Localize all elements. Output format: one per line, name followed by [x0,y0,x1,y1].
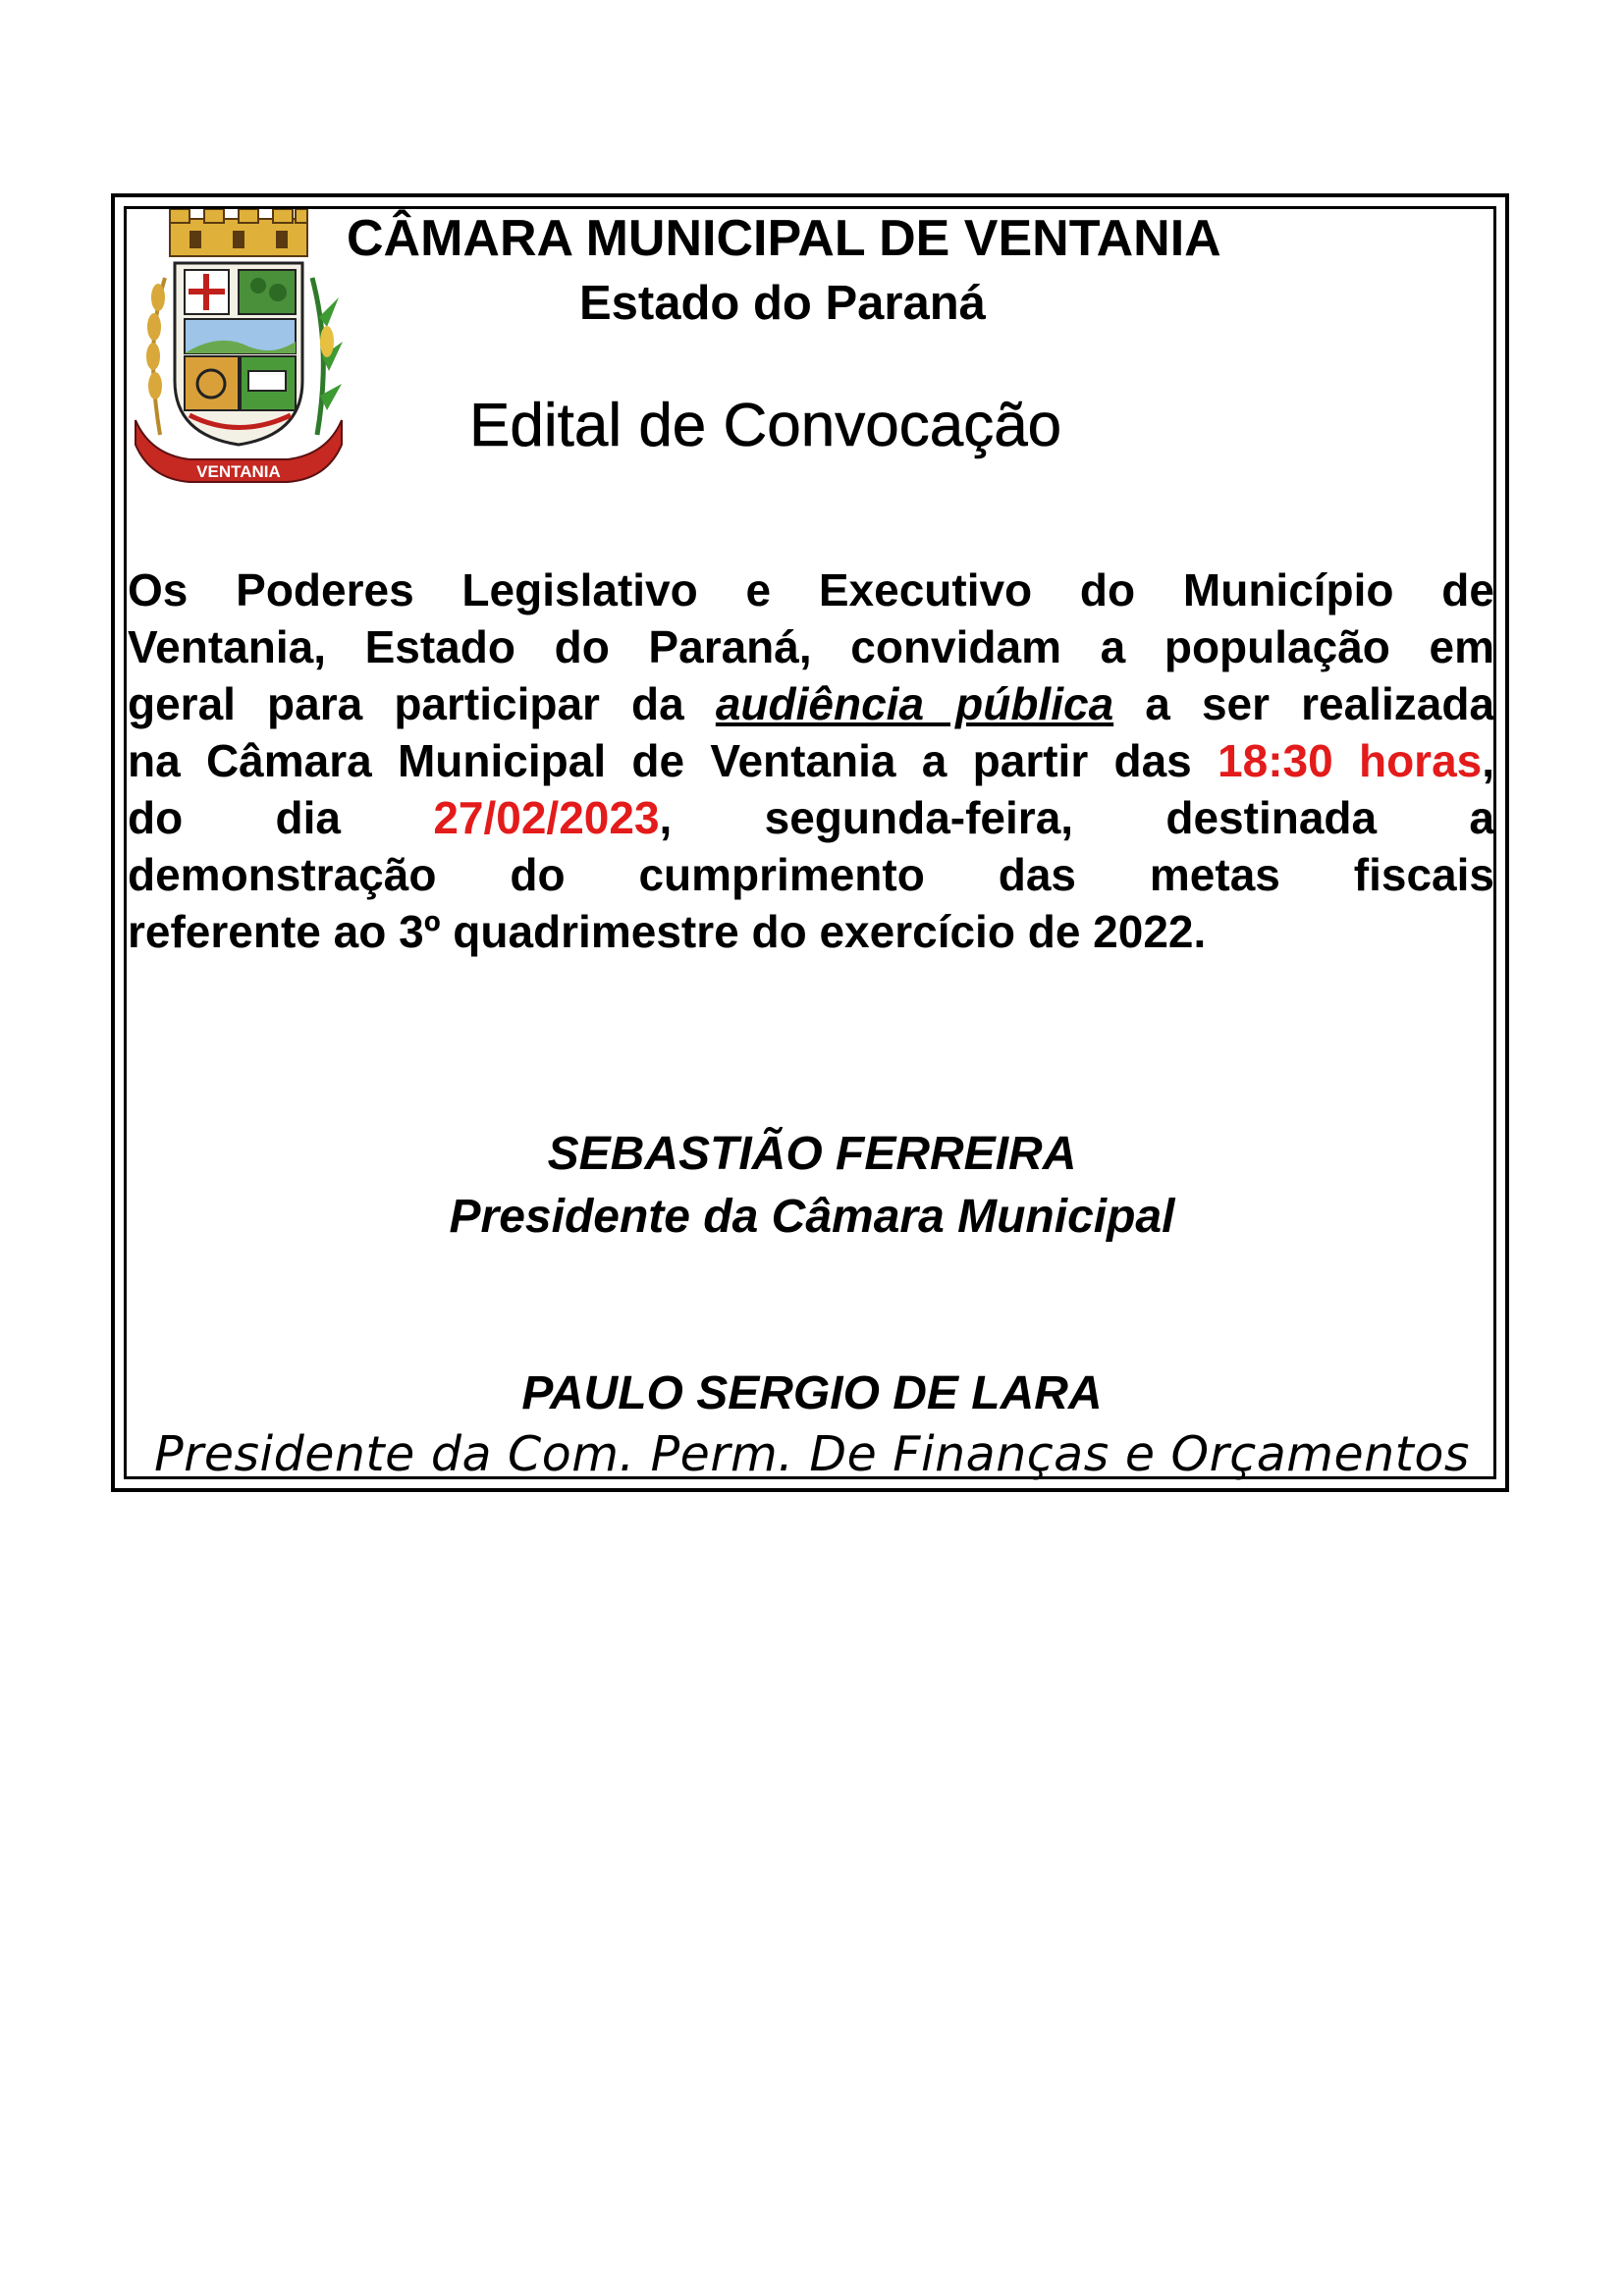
banner-text: VENTANIA [196,462,281,481]
notice-body [128,561,1494,960]
body-line: referente ao 3º quadrimestre do exercício de 2022. [128,906,1207,957]
shield [175,263,302,445]
body-text: do dia [128,792,341,843]
signatory-name: PAULO SERGIO DE LARA [521,1367,1103,1419]
body-text: , [1482,735,1495,786]
body-line [128,732,1494,789]
state-subtitle: Estado do Paraná [579,277,986,330]
document-title: Edital de Convocação [469,392,1062,459]
body-line: demonstração do cumprimento das metas fiscais [128,849,1494,900]
body-line: Ventania, Estado do Paraná, convidam a população em [128,621,1494,672]
body-line [128,789,1494,846]
wheat-branch [146,278,165,435]
crown [170,209,307,256]
institution-title: CÂMARA MUNICIPAL DE VENTANIA [347,210,1221,267]
signatory-role: Presidente da Câmara Municipal [449,1191,1175,1243]
hearing-date: 27/02/2023 [433,792,660,843]
body-line [128,675,1494,732]
hearing-time: 18:30 horas [1218,735,1483,786]
coat-of-arms-icon [131,209,347,484]
body-text: geral para participar da [128,678,684,729]
public-hearing-emphasis: audiência pública [715,678,1114,729]
signatory-role: Presidente da Com. Perm. De Finanças e Orçamentos [154,1426,1470,1482]
body-line: Os Poderes Legislativo e Executivo do Município de [128,564,1494,615]
body-text: , segunda-feira, destinada a [659,792,1494,843]
corn-branch [312,278,343,435]
body-text: a ser realizada [1145,678,1495,729]
signatory-name: SEBASTIÃO FERREIRA [547,1128,1077,1180]
body-text: na Câmara Municipal de Ventania a partir das [128,735,1192,786]
